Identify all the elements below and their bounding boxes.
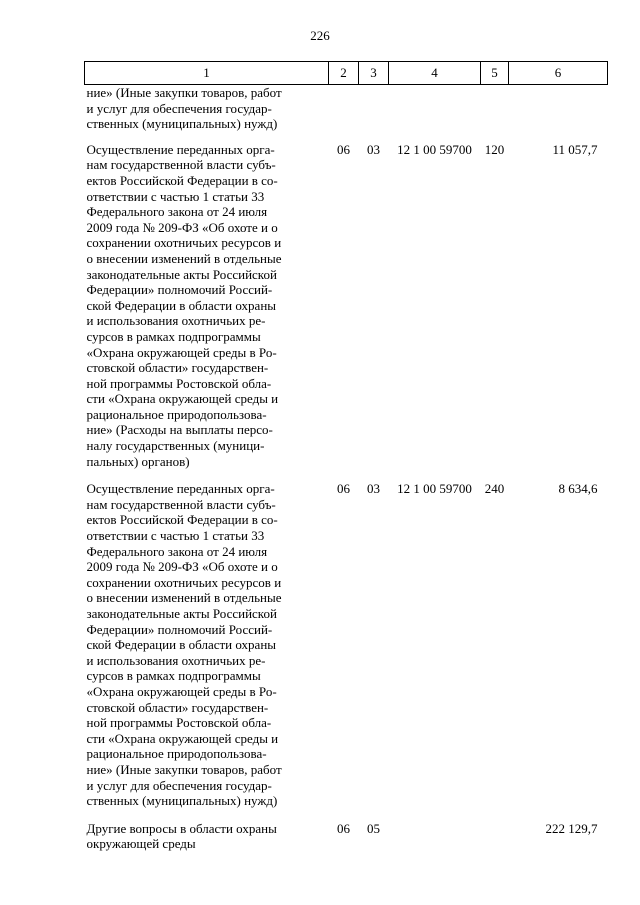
description-line: ектов Российской Федерации в со- bbox=[86, 172, 278, 188]
description-line: Осуществление переданных орга- bbox=[86, 481, 275, 497]
column-header: 2 bbox=[329, 62, 359, 85]
subsection-code: 03 bbox=[367, 481, 380, 497]
description-line: пальных) органов) bbox=[86, 453, 190, 469]
description-line: «Охрана окружающей среды в Ро- bbox=[86, 683, 277, 699]
description-line: ной программы Ростовской обла- bbox=[86, 715, 272, 731]
description-line: окружающей среды bbox=[86, 836, 196, 852]
description-line: рациональное природопользова- bbox=[86, 746, 267, 762]
description-line: и услуг для обеспечения государ- bbox=[86, 777, 272, 793]
table-row bbox=[85, 142, 608, 481]
description-line: сурсов в рамках подпрограммы bbox=[86, 328, 261, 344]
description-line: нам государственной власти субъ- bbox=[86, 157, 276, 173]
page-number: 226 bbox=[310, 28, 330, 43]
description-line: Федерального закона от 24 июля bbox=[86, 204, 268, 220]
row-description bbox=[85, 85, 329, 142]
column-header: 5 bbox=[481, 62, 509, 85]
target-article-code: 12 1 00 59700 bbox=[397, 481, 472, 497]
row-description bbox=[85, 821, 329, 864]
table-row bbox=[85, 821, 608, 864]
description-line: ответствии с частью 1 статьи 33 bbox=[86, 528, 265, 544]
subsection-code: 05 bbox=[367, 820, 380, 836]
amount-value: 8 634,6 bbox=[558, 481, 598, 497]
description-line: ние» (Расходы на выплаты персо- bbox=[86, 422, 273, 438]
subsection-code bbox=[359, 85, 389, 142]
description-line: нам государственной власти субъ- bbox=[86, 496, 276, 512]
section-code: 06 bbox=[337, 141, 350, 157]
description-line: ственных (муниципальных) нужд) bbox=[86, 793, 278, 809]
description-line: ской Федерации в области охраны bbox=[86, 637, 277, 653]
amount-value: 11 057,7 bbox=[552, 141, 598, 157]
section-code: 06 bbox=[337, 820, 350, 836]
description-line: ние» (Иные закупки товаров, работ bbox=[86, 85, 282, 100]
target-article-code bbox=[389, 85, 481, 142]
expense-type-code bbox=[481, 821, 509, 864]
table-row bbox=[85, 85, 608, 142]
description-line: сурсов в рамках подпрограммы bbox=[86, 668, 261, 684]
description-line: стовской области» государствен- bbox=[86, 360, 269, 376]
description-line: о внесении изменений в отдельные bbox=[86, 250, 282, 266]
description-line: и использования охотничьих ре- bbox=[86, 313, 266, 329]
section-code: 06 bbox=[337, 481, 350, 497]
table-row bbox=[85, 481, 608, 820]
description-line: Федерации» полномочий Россий- bbox=[86, 282, 273, 298]
description-line: и услуг для обеспечения государ- bbox=[86, 100, 272, 116]
column-header: 3 bbox=[359, 62, 389, 85]
description-line: ние» (Иные закупки товаров, работ bbox=[86, 761, 282, 777]
target-article-code bbox=[389, 821, 481, 864]
description-line: ектов Российской Федерации в со- bbox=[86, 512, 278, 528]
row-description bbox=[85, 142, 329, 481]
row-description bbox=[85, 481, 329, 820]
description-line: сохранении охотничьих ресурсов и bbox=[86, 235, 282, 251]
description-line: Осуществление переданных орга- bbox=[86, 141, 275, 157]
description-line: стовской области» государствен- bbox=[86, 699, 269, 715]
amount-value bbox=[509, 85, 608, 142]
description-line: Другие вопросы в области охраны bbox=[86, 820, 277, 836]
column-header: 1 bbox=[85, 62, 329, 85]
description-line: ответствии с частью 1 статьи 33 bbox=[86, 188, 265, 204]
target-article-code: 12 1 00 59700 bbox=[397, 141, 472, 157]
column-header: 4 bbox=[389, 62, 481, 85]
description-line: законодательные акты Российской bbox=[86, 606, 277, 621]
budget-table bbox=[84, 61, 608, 864]
description-line: законодательные акты Российской bbox=[86, 266, 277, 282]
description-line: сти «Охрана окружающей среды и bbox=[86, 730, 279, 746]
expense-type-code bbox=[481, 85, 509, 142]
description-line: Федерации» полномочий Россий- bbox=[86, 621, 273, 637]
description-line: ной программы Ростовской обла- bbox=[86, 375, 272, 391]
description-line: и использования охотничьих ре- bbox=[86, 652, 266, 668]
description-line: 2009 года № 209-ФЗ «Об охоте и о bbox=[86, 219, 278, 235]
expense-type-code: 120 bbox=[484, 141, 505, 157]
description-line: ской Федерации в области охраны bbox=[86, 297, 277, 313]
description-line: сохранении охотничьих ресурсов и bbox=[86, 574, 282, 590]
column-header: 6 bbox=[509, 62, 608, 85]
expense-type-code: 240 bbox=[484, 481, 505, 497]
description-line: ственных (муниципальных) нужд) bbox=[86, 116, 278, 132]
description-line: рациональное природопользова- bbox=[86, 406, 267, 422]
description-line: 2009 года № 209-ФЗ «Об охоте и о bbox=[86, 559, 278, 575]
description-line: «Охрана окружающей среды в Ро- bbox=[86, 344, 277, 360]
description-line: сти «Охрана окружающей среды и bbox=[86, 391, 279, 407]
description-line: о внесении изменений в отдельные bbox=[86, 590, 282, 606]
subsection-code: 03 bbox=[367, 141, 380, 157]
description-line: налу государственных (муници- bbox=[86, 438, 265, 454]
description-line: Федерального закона от 24 июля bbox=[86, 543, 268, 559]
amount-value: 222 129,7 bbox=[545, 820, 598, 836]
table-header-row bbox=[85, 62, 608, 85]
section-code bbox=[329, 85, 359, 142]
